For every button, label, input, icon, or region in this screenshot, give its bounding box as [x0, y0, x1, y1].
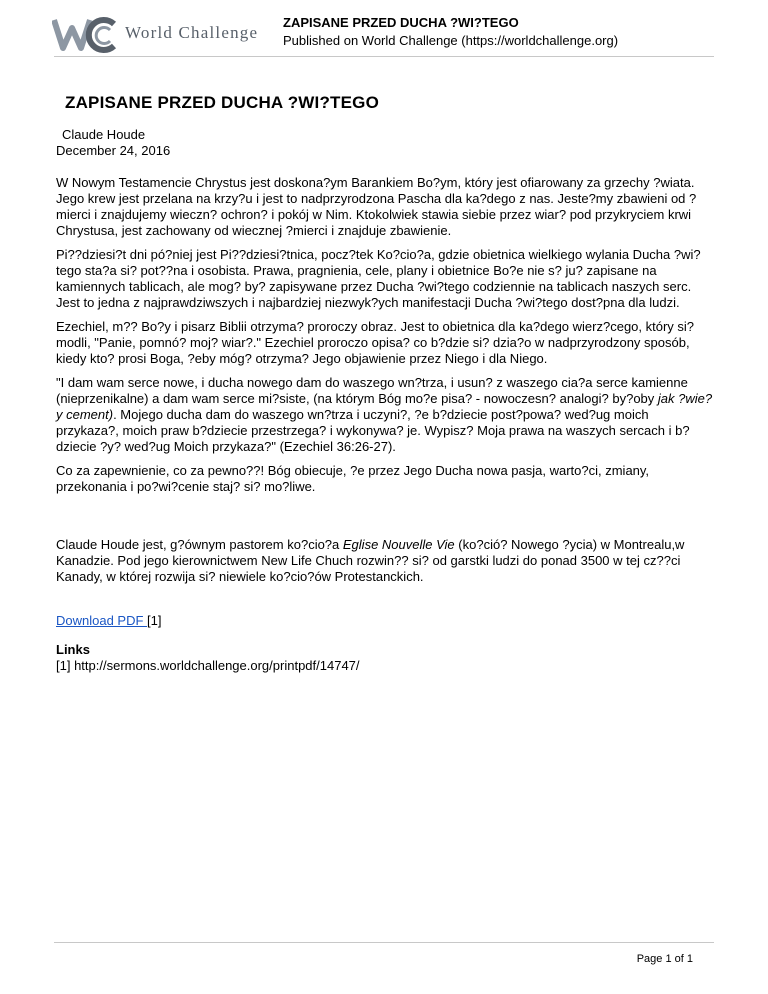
- paragraph-5: Co za zapewnienie, co za pewno??! Bóg obiecuje, ?e przez Jego Ducha nowa pasja, warto?ci, zmiany, przekonania i po?wi?cenie staj? si? mo?liwe.: [56, 463, 650, 494]
- article-date: December 24, 2016: [56, 143, 171, 158]
- scripture-emphasis: jak ?wie?y cement): [56, 391, 713, 422]
- link-reference-1: [1] http://sermons.worldchallenge.org/printpdf/14747/: [56, 658, 360, 673]
- article-title: ZAPISANE PRZED DUCHA ?WI?TEGO: [65, 93, 379, 112]
- footer-divider: [54, 942, 714, 943]
- header-title: ZAPISANE PRZED DUCHA ?WI?TEGO: [283, 15, 519, 30]
- paragraph-3: Ezechiel, m?? Bo?y i pisarz Biblii otrzyma? proroczy obraz. Jest to obietnica dla ka?dego wierz?cego, który si? modli, "Panie, pomnó? moj? wiar?." Ezechiel proroczo opisa? co b?dzie si? dzia?o w nadprzyrodzony sposób, kiedy kto? prosi Boga, ?eby móg? otrzyma? Jego objawienie przez Niego i dla Niego.: [56, 319, 695, 366]
- download-pdf-row: [56, 613, 162, 629]
- article-author: Claude Houde: [62, 127, 146, 142]
- header-divider: [54, 56, 714, 57]
- logo-text: World Challenge: [125, 23, 259, 42]
- download-ref: [1]: [147, 613, 162, 628]
- paragraph-1: W Nowym Testamencie Chrystus jest doskona?ym Barankiem Bo?ym, który jest ofiarowany za grzechy ?wiata. Jego krew jest przelana na krzy?u i jest to nadprzyrodzona Pascha dla ka?dego z nas. Jeste?my zbawieni od ?mierci i znajdujemy wieczn? ochron? i pokój w Nim. Ktokolwiek stawia siebie przez wiar? pod przykryciem krwi Chrystusa, jest zachowany od wiecznej ?mierci i znajduje zbawienie.: [56, 175, 697, 238]
- download-pdf-link[interactable]: Download PDF: [56, 613, 148, 628]
- links-heading: Links: [56, 642, 90, 657]
- scripture-text-a: "I dam wam serce nowe, i ducha nowego dam do waszego wn?trza, i usun? z waszego cia?a serce kamienne (nieprzenikalne) a dam wam serce mi?siste, (na którym Bóg mo?e pisa? - nowoczesn? analogi? by?oby: [56, 375, 688, 406]
- bio-church-name: Eglise Nouvelle Vie: [342, 537, 455, 552]
- paragraph-4-scripture: [56, 375, 714, 455]
- scripture-text-b: . Mojego ducha dam do waszego wn?trza i uczyni?, ?e b?dziecie post?powa? wed?ug moich przykaza?, moich praw b?dziecie przestrzega? i wykonywa? je. Wypisz? Moja prawa na waszych sercach i b?dziecie ?y? wed?ug Moich przykaza?" (Ezechiel 36:26-27).: [56, 407, 690, 454]
- paragraph-2: Pi??dziesi?t dni pó?niej jest Pi??dziesi?tnica, pocz?tek Ko?cio?a, gdzie obietnica wielkiego wylania Ducha ?wi?tego sta?a si? pot??na i osobista. Prawa, pragnienia, cele, plany i obietnice Bo?e nie s? ju? zapisane na kamiennych tablicach, ale mog? by? zapisywane przez Ducha ?wi?tego codziennie na tablicach naszych serc. Jest to jedna z najprawdziwszych i najbardziej niezwyk?ych manifestacji Ducha ?wi?tego dost?pna dla ludzi.: [56, 247, 701, 310]
- wc-logo-icon: [52, 14, 124, 54]
- bio-text-a: Claude Houde jest, g?ównym pastorem ko?cio?a: [56, 537, 343, 552]
- page-number: Page 1 of 1: [636, 953, 693, 965]
- header-subtitle: Published on World Challenge (https://worldchallenge.org): [283, 33, 619, 48]
- world-challenge-logo[interactable]: [52, 14, 272, 54]
- bio-text-b: (ko?ció? Nowego ?ycia) w Montrealu,w Kanadzie. Pod jego kierownictwem New Life Chuch rozwin?? si? od garstki ludzi do ponad 3500 w tej cz??ci Kanady, w której rozwija si? niewiele ko?cio?ów Protestanckich.: [56, 537, 685, 584]
- author-bio: [56, 537, 714, 585]
- page-header: [0, 0, 768, 60]
